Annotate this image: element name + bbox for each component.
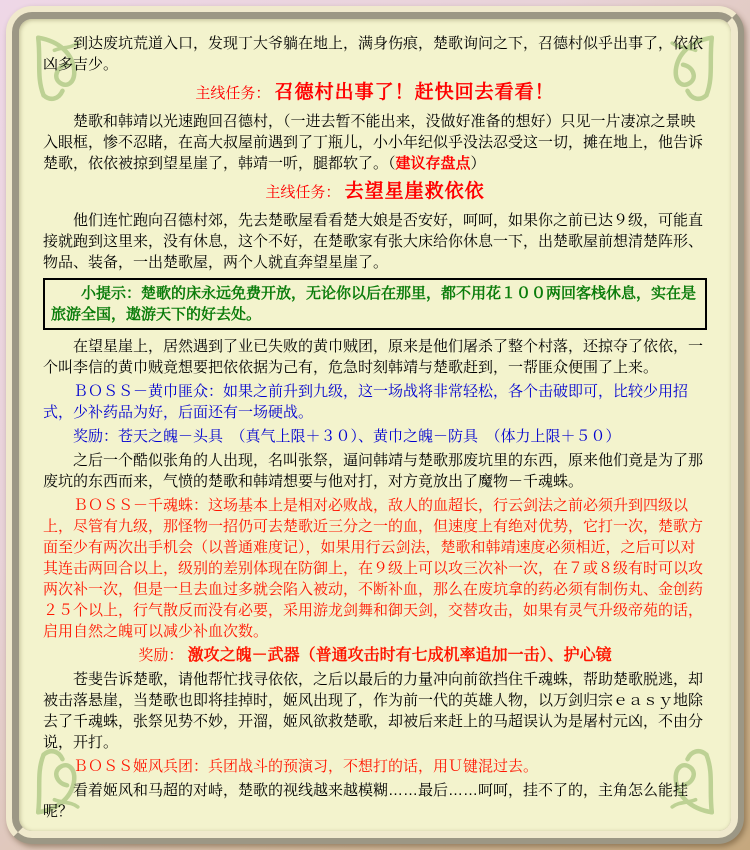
boss-yellow-turban-text: ＢＯＳＳ－黄巾匪众：如果之前升到九级，这一场战将非常轻松，各个击破即可，比较少用招式，少补药品为好，后面还有一场硬战。 — [43, 383, 689, 421]
task-label: 主线任务： — [265, 184, 341, 201]
tip-box — [43, 278, 707, 330]
paragraph-return-text: 楚歌和韩靖以光速跑回召德村，（一进去暂不能出来，没做好准备的想好）只见一片凄凉之景映入眼框，惨不忍睹，在高大叔屋前遇到了丁瓶儿，小小年纪似乎没法忍受这一切，摊在地上，他告诉楚歌，依依被掠到望星崖了，韩靖一听，腿都软了。 — [43, 113, 704, 172]
walkthrough-text — [43, 33, 707, 819]
paragraph-intro-text: 到达废坑荒道入口，发现丁大爷躺在地上，满身伤痕，楚歌询问之下，召德村似乎出事了，依依凶多吉少。 — [43, 35, 704, 73]
reward-title: 激攻之魄－武器（普通攻击时有七成机率追加一击）、护心镜 — [187, 647, 612, 664]
paragraph-return-village — [43, 111, 707, 174]
reward-line-2 — [43, 645, 707, 666]
task-title: 召德村出事了！赶快回去看看！ — [274, 82, 555, 103]
main-task-heading-2 — [43, 181, 707, 203]
boss-yellow-turban-note — [43, 381, 707, 423]
save-point-note: 建议存盘点 — [395, 155, 471, 172]
main-task-heading-1 — [43, 82, 707, 104]
paragraph-zhangji-text: 之后一个酷似张角的人出现，名叫张祭，逼问韩靖与楚歌那废坑里的东西，原来他们竟是为了那废坑的东西而来，气愤的楚歌和韩靖想要与他对打，对方竟放出了魔物－千魂蛛。 — [43, 452, 704, 490]
paragraph-village-outskirts — [43, 210, 707, 273]
decorative-frame — [6, 6, 744, 844]
boss-spider-strategy — [43, 495, 707, 642]
paragraph-intro — [43, 33, 707, 75]
paragraph-cliff-text: 在望星崖上，居然遇到了业已失败的黄巾贼团，原来是他们屠杀了整个村落，还掠夺了依依，一个叫李信的黄巾贼竟想要把依依据为己有，危急时刻韩靖与楚歌赶到，一帮匪众便围了上来。 — [43, 338, 704, 376]
reward-label: 奖励： — [138, 647, 184, 664]
paragraph-village-outskirts-text: 他们连忙跑向召德村郊，先去楚歌屋看看楚大娘是否安好，呵呵，如果你之前已达９级，可能直接就跑到这里来，没有休息，这个不好，在楚歌家有张大床给你休息一下，出楚歌屋前想清楚阵形、物品、装备，一出楚歌屋，两个人就直奔望星崖了。 — [43, 212, 704, 271]
task-title: 去望星崖救依依 — [344, 181, 485, 202]
reward-line-1 — [43, 426, 707, 447]
boss-jifeng-army-note — [43, 756, 707, 777]
boss-jifeng-army-text: ＢＯＳＳ姬风兵团：兵团战斗的预演习，不想打的话，用Ｕ键混过去。 — [73, 758, 539, 775]
paren-open: （ — [388, 155, 396, 172]
paragraph-jifeng-text: 苍斐告诉楚歌，请他帮忙找寻依依，之后以最后的力量冲向前欲挡住千魂蛛，帮助楚歌脱逃，却被击落悬崖，当楚歌也即将挂掉时，姬风出现了，作为前一代的英雄人物，以万剑归宗ｅａｓｙ地除去了千魂蛛，张祭见势不妙，开溜，姬风欲救楚歌，却被后来赶上的马超误认为是屠村元凶，不由分说，开打。 — [43, 671, 704, 751]
paragraph-zhangji-appears — [43, 450, 707, 492]
task-label: 主线任务： — [195, 85, 271, 102]
boss-spider-text: ＢＯＳＳ－千魂蛛：这场基本上是相对必败战，敌人的血超长，行云剑法之前必须升到四级以上，尽管有九级，那怪物一招仍可去楚歌近三分之一的血，但速度上有绝对优势，它打一次，楚歌方面至少有两次出手机会（以普通难度记），如果用行云剑法，楚歌和韩靖速度必须相近，之后可以对其连击两回合以上，级别的差别体现在防御上，在９级上可以攻三次补一次，在７或８级有时可以攻两次补一次，但是一旦去血过多就会陷入被动，不断补血，那么在废坑拿的药必须有制伤丸、金创药２５个以上，行气散反而没有必要，采用游龙剑舞和御天剑，交替攻击，如果有灵气升级帝苑的话，启用自然之魄可以减少补血次数。 — [43, 497, 704, 640]
paragraph-jifeng-rescue — [43, 669, 707, 753]
paragraph-cliff-encounter — [43, 336, 707, 378]
paragraph-ending — [43, 780, 707, 819]
tip-text: 小提示：楚歌的床永远免费开放，无论你以后在那里，都不用花１００两回客栈休息，实在是旅游全国，遨游天下的好去处。 — [51, 285, 697, 323]
paragraph-ending-text: 看着姬风和马超的对峙，楚歌的视线越来越模糊……最后……呵呵，挂不了的，主角怎么能挂呢？ — [43, 782, 689, 819]
reward-line-1-text: 奖励：苍天之魄－头具 （真气上限＋３０）、黄巾之魄－防具 （体力上限＋５０） — [73, 428, 621, 445]
paren-close: ） — [470, 155, 486, 172]
